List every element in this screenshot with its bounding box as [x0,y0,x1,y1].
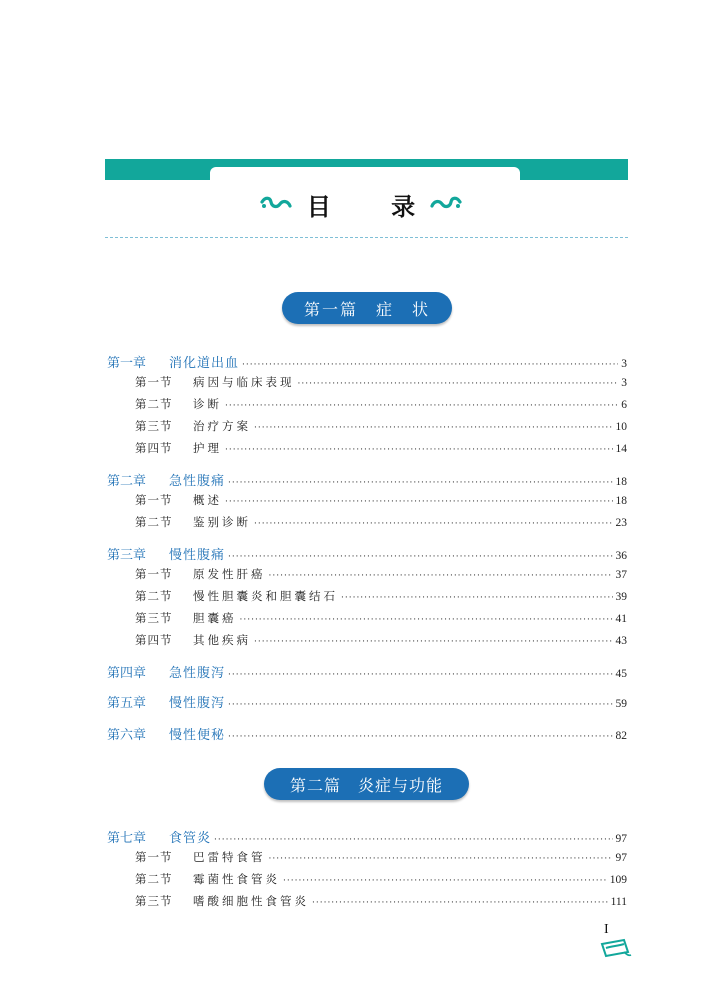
section-number: 第一节 [135,850,173,864]
dot-leader [214,835,612,845]
dot-leader [228,478,612,488]
page-ref: 43 [615,635,627,647]
section-number: 第三节 [135,894,173,908]
page-ref: 3 [621,358,627,370]
toc-chapter-row[interactable] [107,352,627,370]
page-ref: 109 [609,874,627,886]
toc-section-row[interactable] [135,588,627,606]
dot-leader [228,700,612,710]
page-ref: 10 [615,421,627,433]
page-ref: 41 [615,613,627,625]
chapter-title: 慢性腹痛 [169,548,226,562]
part-badge-1: 第一篇 症 状 [282,292,452,324]
dot-leader [228,732,612,742]
toc-section-row[interactable] [135,871,627,889]
page-ref: 18 [615,495,627,507]
chapter-number: 第二章 [107,474,147,488]
toc-section-row[interactable] [135,610,627,628]
chapter-title: 急性腹泻 [169,666,226,680]
section-number: 第一节 [135,567,173,581]
toc-chapter-row[interactable] [107,662,627,680]
section-number: 第二节 [135,515,173,529]
section-number: 第一节 [135,375,173,389]
chapter-number: 第七章 [107,831,147,845]
chapter-number: 第六章 [107,728,147,742]
dot-leader [225,401,618,411]
chapter-title: 慢性便秘 [169,728,226,742]
page-ref: 39 [615,591,627,603]
page-ref: 82 [615,730,627,742]
page-ref: 23 [615,517,627,529]
dot-leader [228,552,612,562]
toc-section-row[interactable] [135,374,627,392]
dot-leader [298,379,619,389]
section-number: 第二节 [135,589,173,603]
dot-leader [254,423,613,433]
section-number: 第二节 [135,397,173,411]
dot-leader [242,360,618,370]
dot-leader [341,593,613,603]
dot-leader [228,670,612,680]
toc-chapter-row[interactable] [107,724,627,742]
section-title: 其他疾病 [193,633,251,647]
chapter-title: 急性腹痛 [169,474,226,488]
dot-leader [312,898,608,908]
chapter-title: 慢性腹泻 [169,696,226,710]
toc-section-row[interactable] [135,418,627,436]
page-title: 目 录 [306,192,442,221]
dot-leader [254,637,613,647]
page-ref: 59 [615,698,627,710]
dot-leader [225,497,613,507]
section-title: 胆囊癌 [193,611,237,625]
dot-leader [225,445,613,455]
toc-section-row[interactable] [135,632,627,650]
section-number: 第二节 [135,872,173,886]
chapter-number: 第一章 [107,356,147,370]
section-title: 霉菌性食管炎 [193,872,280,886]
toc-chapter-row[interactable] [107,470,627,488]
dot-leader [254,519,613,529]
page-ref: 97 [615,852,627,864]
toc-title [0,186,722,222]
part-badge-2: 第二篇 炎症与功能 [264,768,469,800]
section-number: 第一节 [135,493,173,507]
page-ref: 18 [615,476,627,488]
flourish-right-icon [429,194,463,214]
title-divider [105,237,628,238]
dot-leader [269,571,613,581]
flourish-left-icon [259,194,293,214]
toc-section-row[interactable] [135,440,627,458]
toc-chapter-row[interactable] [107,692,627,710]
section-title: 原发性肝癌 [193,567,266,581]
chapter-number: 第三章 [107,548,147,562]
page-ref: 37 [615,569,627,581]
toc-section-row[interactable] [135,492,627,510]
dot-leader [269,854,613,864]
section-title: 巴雷特食管 [193,850,266,864]
dot-leader [240,615,613,625]
page-ref: 45 [615,668,627,680]
toc-section-row[interactable] [135,849,627,867]
section-number: 第三节 [135,419,173,433]
page-number: I [604,922,609,937]
section-title: 病因与临床表现 [193,375,295,389]
toc-section-row[interactable] [135,514,627,532]
page-ref: 14 [615,443,627,455]
section-title: 诊断 [193,397,222,411]
chapter-title: 消化道出血 [169,356,240,370]
section-title: 概述 [193,493,222,507]
section-title: 嗜酸细胞性食管炎 [193,894,309,908]
toc-section-row[interactable] [135,893,627,911]
section-title: 护理 [193,441,222,455]
page-ref: 6 [621,399,627,411]
section-number: 第四节 [135,441,173,455]
toc-chapter-row[interactable] [107,827,627,845]
dot-leader [283,876,607,886]
section-title: 鉴别诊断 [193,515,251,529]
page-ref: 97 [615,833,627,845]
section-title: 治疗方案 [193,419,251,433]
section-number: 第四节 [135,633,173,647]
chapter-number: 第四章 [107,666,147,680]
chapter-number: 第五章 [107,696,147,710]
section-title: 慢性胆囊炎和胆囊结石 [193,589,338,603]
page-ref: 3 [621,377,627,389]
section-number: 第三节 [135,611,173,625]
page-ref: 111 [610,896,627,908]
toc-section-row[interactable] [135,396,627,414]
page-ref: 36 [615,550,627,562]
toc-chapter-row[interactable] [107,544,627,562]
chapter-title: 食管炎 [169,831,212,845]
toc-section-row[interactable] [135,566,627,584]
